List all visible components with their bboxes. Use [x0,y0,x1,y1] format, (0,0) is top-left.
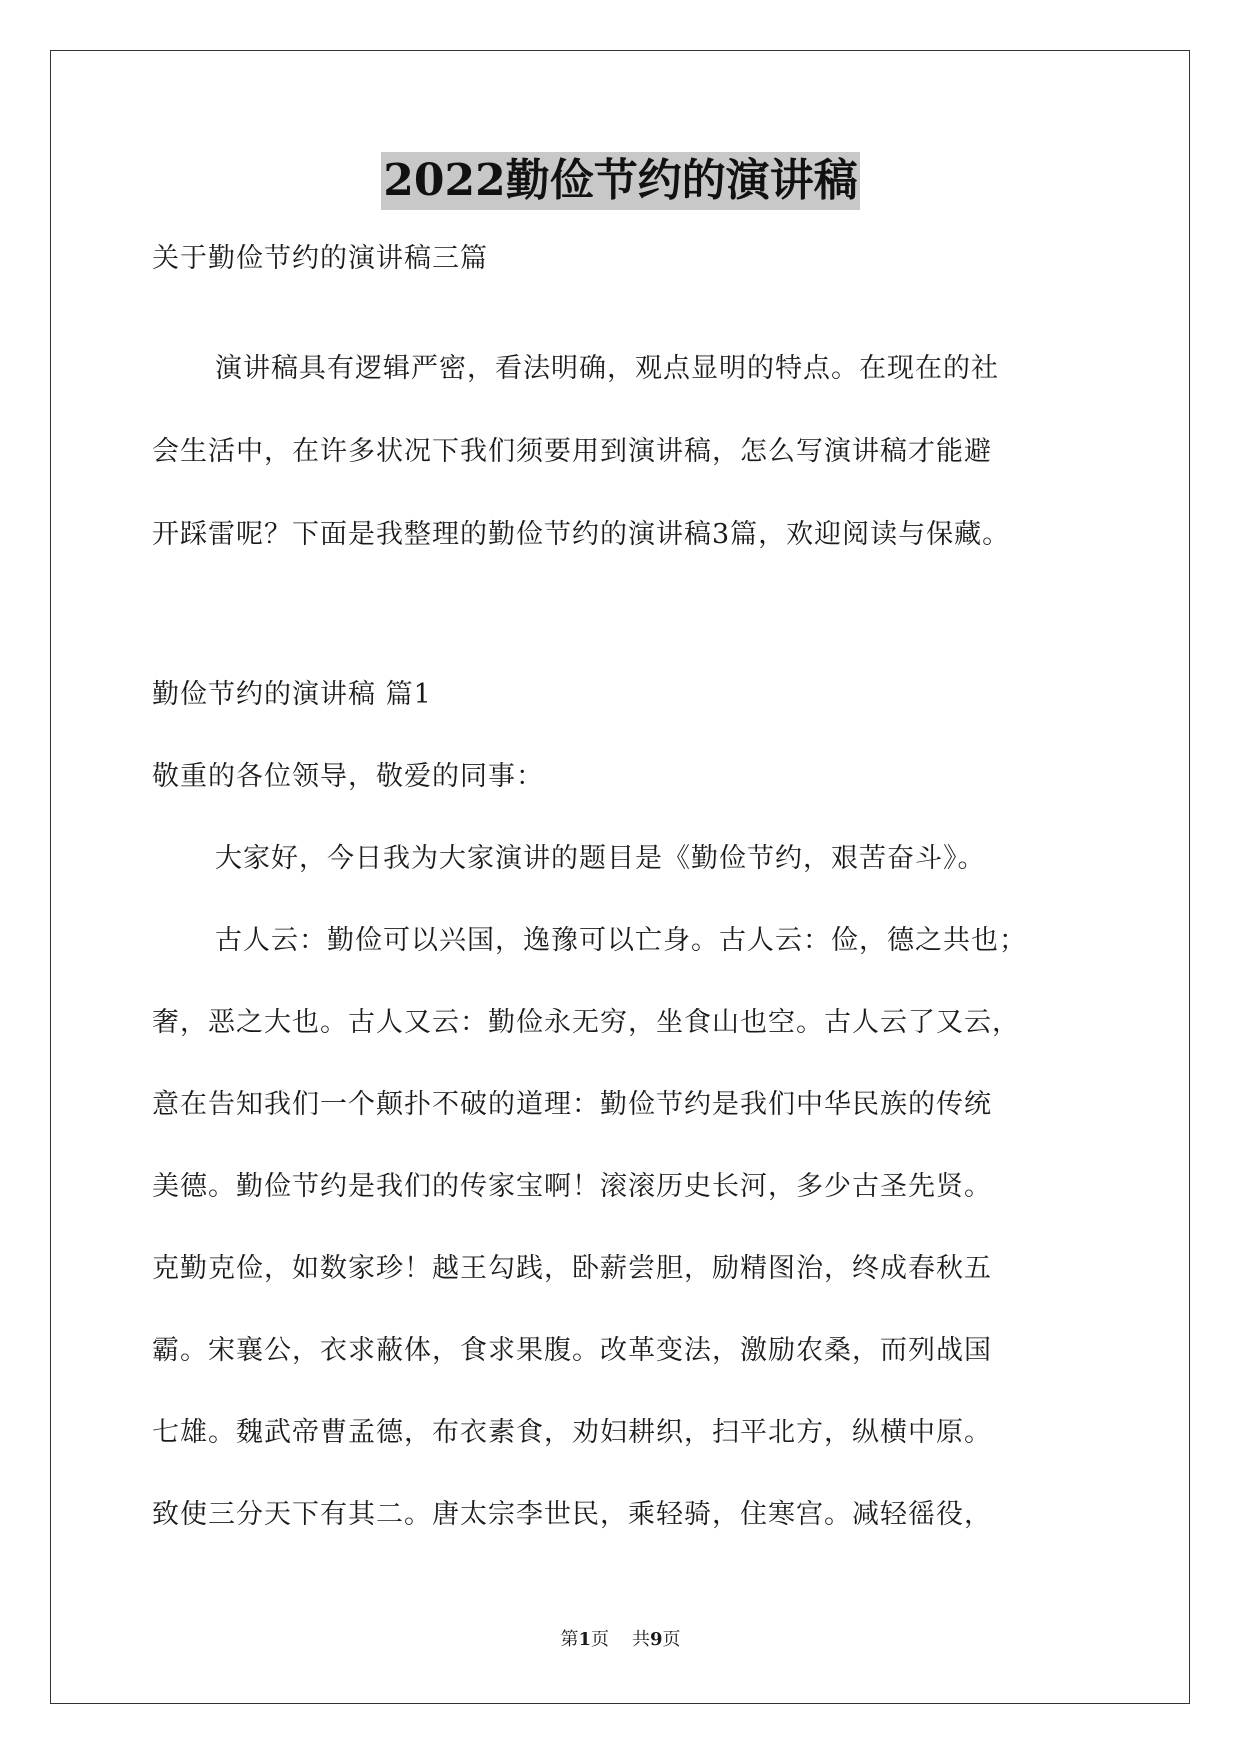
page-current: 1 [578,1629,592,1650]
body-line-4: 意在告知我们一个颠扑不破的道理：勤俭节约是我们中华民族的传统 [152,1089,992,1120]
body-line-8: 七雄。魏武帝曹孟德，布衣素食，劝妇耕织，扫平北方，纵横中原。 [152,1417,992,1448]
document-title: 2022勤俭节约的演讲稿 [381,152,859,210]
page-prefix: 第 [560,1629,579,1650]
body-line-6: 克勤克俭，如数家珍！越王勾践，卧薪尝胆，励精图治，终成春秋五 [152,1253,992,1284]
body-line-9: 致使三分天下有其二。唐太宗李世民，乘轻骑，住寒宫。减轻徭役， [152,1499,992,1530]
intro-line-1: 演讲稿具有逻辑严密，看法明确，观点显明的特点。在现在的社 [215,353,999,384]
total-prefix: 共 [631,1629,650,1650]
body-line-1: 大家好，今日我为大家演讲的题目是《勤俭节约，艰苦奋斗》。 [215,843,986,874]
salutation: 敬重的各位领导，敬爱的同事： [152,761,544,792]
section-heading: 勤俭节约的演讲稿 篇1 [152,679,432,710]
body-line-5: 美德。勤俭节约是我们的传家宝啊！滚滚历史长河，多少古圣先贤。 [152,1171,992,1202]
page-total: 9 [649,1629,663,1650]
intro-line-3: 开踩雷呢？下面是我整理的勤俭节约的演讲稿3篇，欢迎阅读与保藏。 [152,519,1011,550]
subtitle: 关于勤俭节约的演讲稿三篇 [152,243,488,274]
total-suffix: 页 [662,1629,681,1650]
intro-line-2: 会生活中，在许多状况下我们须要用到演讲稿，怎么写演讲稿才能避 [152,436,992,467]
body-line-2: 古人云：勤俭可以兴国，逸豫可以亡身。古人云：俭，德之共也； [215,925,1027,956]
body-line-7: 霸。宋襄公，衣求蔽体，食求果腹。改革变法，激励农桑，而列战国 [152,1335,992,1366]
page-footer [0,1628,1241,1652]
page-border [50,50,1190,1704]
title-container [0,152,1241,210]
page-suffix: 页 [591,1629,610,1650]
body-line-3: 奢，恶之大也。古人又云：勤俭永无穷，坐食山也空。古人云了又云， [152,1007,1020,1038]
